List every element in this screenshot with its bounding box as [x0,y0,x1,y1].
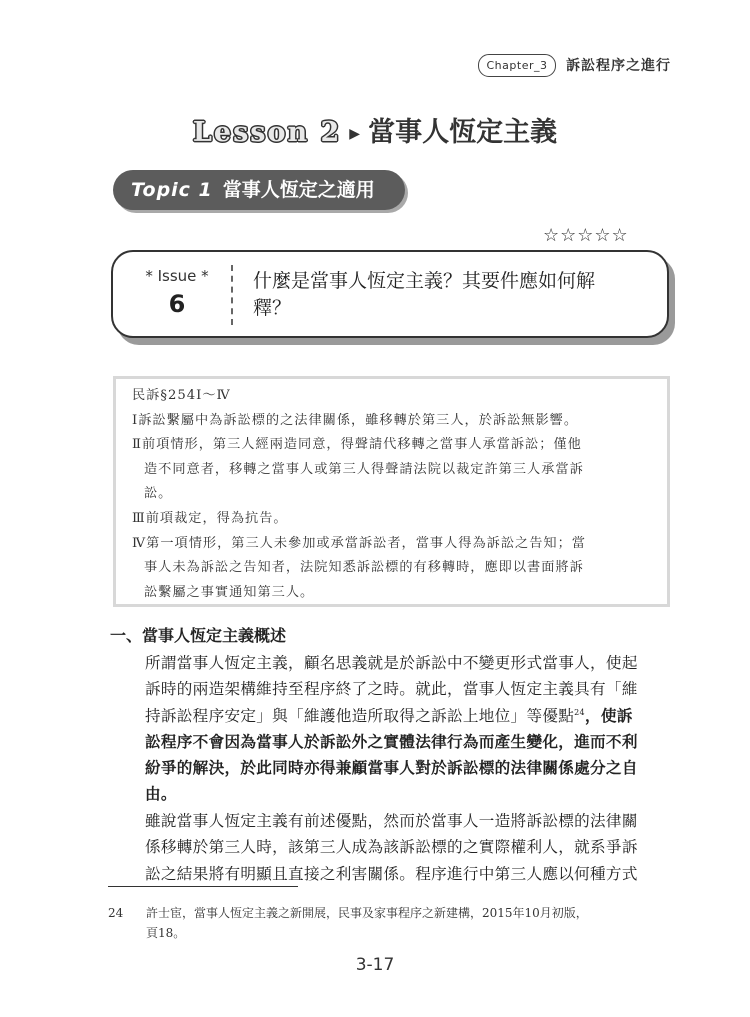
lesson-heading [0,110,750,149]
issue-label: * Issue * [145,267,209,285]
page-number: 3-17 [355,955,395,975]
paragraph-line: 所謂當事人恆定主義，顧名思義就是於訴訟中不變更形式當事人，使起 [145,654,638,672]
paragraph-line: 雖說當事人恆定主義有前述優點，然而於當事人一造將訴訟標的法律關 [145,812,638,830]
difficulty-stars-icon: ☆☆☆☆☆ [543,225,629,246]
chapter-label: Chapter_3 [478,54,556,77]
lesson-label: Lesson 2 [192,117,342,148]
section-heading: 一、當事人恆定主義概述 [110,626,287,645]
chapter-title: 訴訟程序之進行 [566,58,671,74]
footnote-ref[interactable]: 24 [574,707,585,717]
paragraph-text-bold: ，使訴 [584,705,633,725]
statute-line: 民訴§254Ⅰ～Ⅳ [132,388,231,403]
paragraph-line: 訴時的兩造架構維持至程序終了之時。就此，當事人恆定主義具有「維 [145,680,638,699]
issue-divider [231,265,233,325]
issue-question [253,268,653,322]
footnote-text: 許士宦，當事人恆定主義之新開展，民事及家事程序之新建構，2015年10月初版， [146,906,588,920]
arrow-right-icon: ▶ [349,125,361,142]
topic-banner [113,170,405,210]
statute-line: Ⅰ訴訟繫屬中為訴訟標的之法律關係，雖移轉於第三人，於訴訟無影響。 [132,412,579,428]
statute-line: Ⅱ前項情形，第三人經兩造同意，得聲請代移轉之當事人承當訴訟；僅他 [132,437,582,453]
statute-text [132,384,660,605]
paragraph-line-bold: 紛爭的解決，於此同時亦得兼顧當事人對於訴訟標的法律關係處分之自 [145,758,638,778]
body-paragraph [145,650,673,808]
issue-question-line: 什麼是當事人恆定主義？其要件應如何解 [253,270,596,292]
topic-title: 當事人恆定之適用 [222,179,375,201]
statute-line: 訟繫屬之事實通知第三人。 [144,584,315,600]
issue-number: 6 [168,290,186,318]
paragraph-line [145,703,673,729]
footnote-number: 24 [108,906,124,920]
lesson-title: 當事人恆定主義 [368,117,558,148]
statute-line: Ⅳ第一項情形，第三人未參加或承當訴訟者，當事人得為訴訟之告知；當 [132,535,586,551]
paragraph-line-bold: 由。 [145,784,177,804]
statute-line: 訟。 [144,486,173,502]
statute-line: Ⅲ前項裁定，得為抗告。 [132,510,288,526]
paragraph-line: 係移轉於第三人時，該第三人成為該訴訟標的之實際權利人，就系爭訴 [145,838,638,857]
paragraph-line-bold: 訟程序不會因為當事人於訴訟外之實體法律行為而產生變化，進而不利 [145,731,638,751]
footnote-divider [108,886,298,887]
footnote-text: 頁18。 [146,926,186,940]
footnote [108,903,678,943]
issue-question-line: 釋？ [253,297,292,319]
statute-line: 事人未為訴訟之告知者，法院知悉訴訟標的有移轉時，應即以書面將訴 [144,560,584,576]
body-paragraph [145,808,673,887]
topic-number: Topic 1 [131,179,213,201]
statute-line: 造不同意者，移轉之當事人或第三人得聲請法院以裁定許第三人承當訴 [144,461,584,477]
paragraph-line: 訟之結果將有明顯且直接之利害關係。程序進行中第三人應以何種方式 [145,864,638,883]
paragraph-text: 持訴訟程序安定」與「維護他造所取得之訴訟上地位」等優點 [145,706,575,725]
